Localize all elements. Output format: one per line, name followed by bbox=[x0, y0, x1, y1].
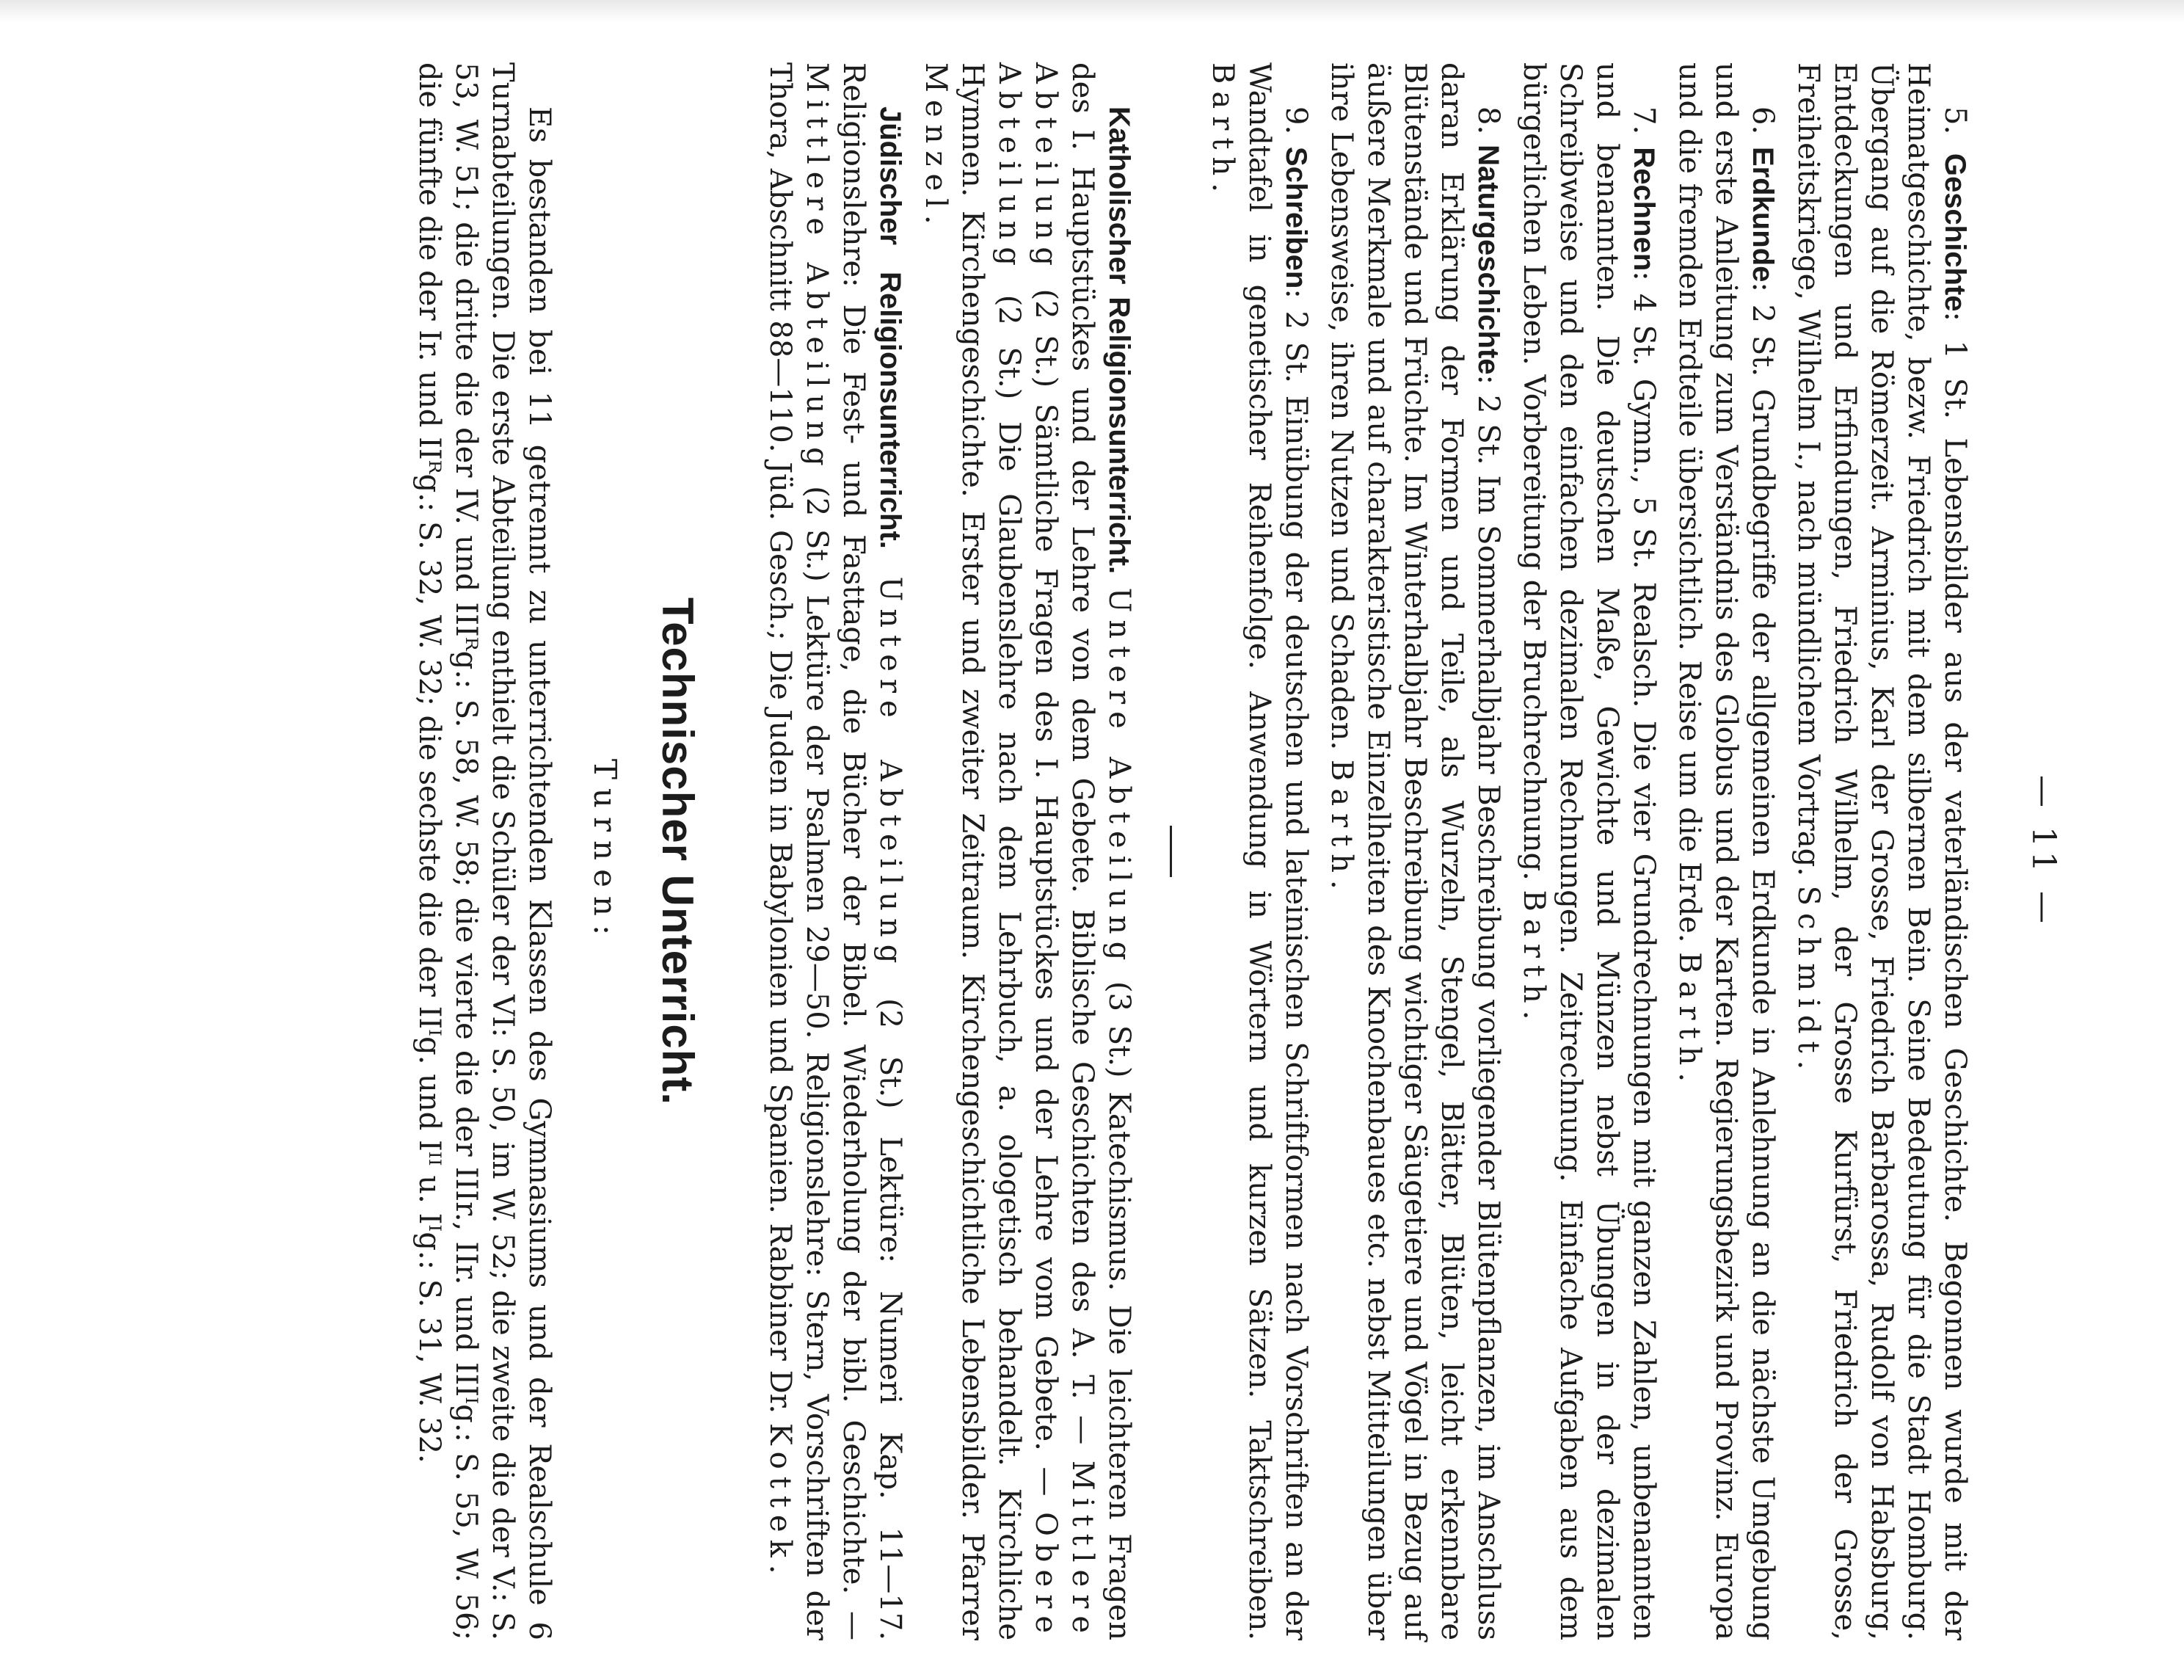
teacher-name: Schmidt. bbox=[1791, 885, 1825, 1077]
teacher-name: Barth. bbox=[1206, 62, 1240, 200]
item-number: 5. bbox=[1938, 106, 1972, 135]
paragraph-erdkunde bbox=[1671, 62, 1781, 1640]
subject-erdkunde: Erdkunde bbox=[1747, 146, 1779, 283]
item-number: 6. bbox=[1746, 106, 1780, 135]
paragraph-text: : 2 St. Im Sommerhalbjahr Beschreibung vorliegender Blütenpflanzen, im Anschluss daran Erklärung der Formen und Teile, als Wurzeln, Stengel, Blätter, Blüten, leicht erkennbare Blütenstände und Früchte. Im Winterhalbjahr Beschreibung wichtiger Säugetiere und Vögel in Bezug auf äußere Merkmale und auf charakteristische Einzelheiten des Knochenbaues etc. nebst Mitteilungen über ihre Lebensweise, ihren Nutzen und Schaden. bbox=[1325, 62, 1505, 1640]
subject-rechnen: Rechnen bbox=[1628, 147, 1660, 272]
teacher-name: Menzel. bbox=[919, 62, 953, 232]
paragraph-text: : 4 St. Gymn., 5 St. Realsch. Die vier Grundrechnungen mit ganzen Zahlen, unbenannten und benannten. Die deutschen Maße, Gewichte und Münzen nebst Übungen in der dezimalen Schreibweise und den einfachen dezimalen Rechnungen. Zeitrechnung. Einfache Aufgaben aus dem bürgerlichen Leben. Vorbereitung der Bruchrechnung. bbox=[1517, 62, 1661, 1640]
item-number: 8. bbox=[1471, 106, 1505, 135]
middle-division-label: Mittlere Abteilung bbox=[800, 62, 834, 473]
item-number: 7. bbox=[1627, 106, 1661, 135]
scan-edge bbox=[0, 0, 2184, 22]
upper-division-label: Obere Abteilung bbox=[992, 62, 1063, 1640]
lower-division-label: Untere Abteilung bbox=[873, 576, 907, 971]
paragraph-katholisch bbox=[917, 62, 1138, 1640]
paragraph-text: (3 St.) Katechismus. Die leichteren Fragen des I. Hauptstückes und der Lehre von dem Gebete. Biblische Geschichten des A. T. — bbox=[1066, 62, 1136, 1640]
document-page bbox=[154, 62, 2062, 1640]
paragraph-text: (2 St.) Sämtliche Fragen des I. Hauptstückes und der Lehre vom Gebete. — bbox=[1029, 288, 1063, 1497]
teacher-name: Barth. bbox=[1517, 890, 1551, 1028]
subject-schreiben: Schreiben bbox=[1280, 146, 1312, 289]
teacher-name: Barth. bbox=[1325, 759, 1358, 897]
paragraph-text: : 2 St. Einübung der deutschen und lateinischen Schriftformen nach Vorschriften an der Wandtafel in genetischer Reihenfolge. Anwendung in Wörtern und kurzen Sätzen. Taktschreiben. bbox=[1242, 62, 1313, 1641]
subject-katholisch: Katholischer Religionsunterricht. bbox=[1103, 106, 1135, 575]
teacher-name: Kottek. bbox=[763, 1422, 797, 1582]
page-number: — 11 — bbox=[2025, 775, 2062, 928]
paragraph-text: : 2 St. Grundbegriffe der allgemeinen Erdkunde in Anlehnung an die nächste Umgebung und erste Anleitung zum Verständnis des Globus und der Karten. Regierungsbezirk und Provinz. Europa und die fremden Erdteile übersichtlich. Reise um die Erde. bbox=[1672, 62, 1780, 1641]
subject-geschichte: Geschichte bbox=[1939, 153, 1971, 312]
paragraph-text: (2 St.) Die Glaubenslehre nach dem Lehrbuch, a. ologetisch behandelt. Kirchliche Hymnen. Kirchengeschichte. Erster und zweiter Zeitraum. Kirchengeschichtliche Lebensbilder. Pfarrer bbox=[956, 62, 1026, 1640]
paragraph-rechnen bbox=[1515, 62, 1662, 1640]
paragraph-geschichte bbox=[1790, 62, 1973, 1640]
middle-division-label: Mittlere Abteilung bbox=[1029, 62, 1099, 1640]
paragraph-turnen: Es bestanden bei 11 getrennt zu unterrichtenden Klassen des Gymnasiums und der Realschule 6 Turnabteilungen. Die erste Abteilung enthielt die Schüler der VI: S. 50, im W. 52; die zweite die der V.: S. 53, W. 51; die dritte die der IV. und IIIᴿg.: S. 58, W. 58; die vierte die der IIIr., IIr. und IIIᴵg.: S. 55, W. 56; die fünfte die der Ir. und IIᴿg.: S. 32, W. 32; die sechste die der IIᴵg. und Iᴵᴵ u. Iᴵg.: S. 31, W. 32. bbox=[412, 62, 556, 1640]
section-heading: Technischer Unterricht. bbox=[653, 597, 702, 1106]
paragraph-juedisch bbox=[762, 62, 909, 1640]
section-divider bbox=[1170, 826, 1172, 877]
subsection-heading: Turnen: bbox=[587, 758, 623, 945]
teacher-name: Barth. bbox=[1672, 952, 1706, 1090]
subject-juedisch: Jüdischer Religionsunterricht. bbox=[874, 106, 906, 549]
paragraph-text: (2 St.) Lektüre der Psalmen 29—50. Religionslehre: Stern, Vorschriften der Thora, Abschnitt 88—110. Jüd. Gesch.; Die Juden in Babylonien und Spanien. Rabbiner Dr. bbox=[763, 62, 834, 1640]
paragraph-schreiben bbox=[1204, 62, 1314, 1640]
paragraph-naturgeschichte bbox=[1323, 62, 1507, 1640]
paragraph-text: (2 St.) Lektüre: Numeri Kap. 11—17. Religionslehre: Die Fest- und Fasttage, die Bücher der Bibel. Wiederholung der bibl. Geschichte. — bbox=[837, 62, 907, 1640]
lower-division-label: Untere Abteilung bbox=[1102, 587, 1136, 968]
paragraph-text: : 1 St. Lebensbilder aus der vaterländischen Geschichte. Begonnen wurde mit der Heimatgeschichte, bezw. Friedrich mit dem silbernen Bein. Seine Bedeutung für die Stadt Homburg. Übergang auf die Römerzeit. Arminius, Karl der Grosse, Friedrich Barbarossa, Rudolf von Habsburg, Entdeckungen und Erfindungen, Friedrich Wilhelm, der Grosse Kurfürst, Friedrich der Grosse, Freiheitskriege, Wilhelm I., nach mündlichem Vortrag. bbox=[1791, 62, 1972, 1640]
subject-naturgeschichte: Naturgeschichte bbox=[1472, 145, 1504, 375]
item-number: 9. bbox=[1279, 106, 1313, 135]
